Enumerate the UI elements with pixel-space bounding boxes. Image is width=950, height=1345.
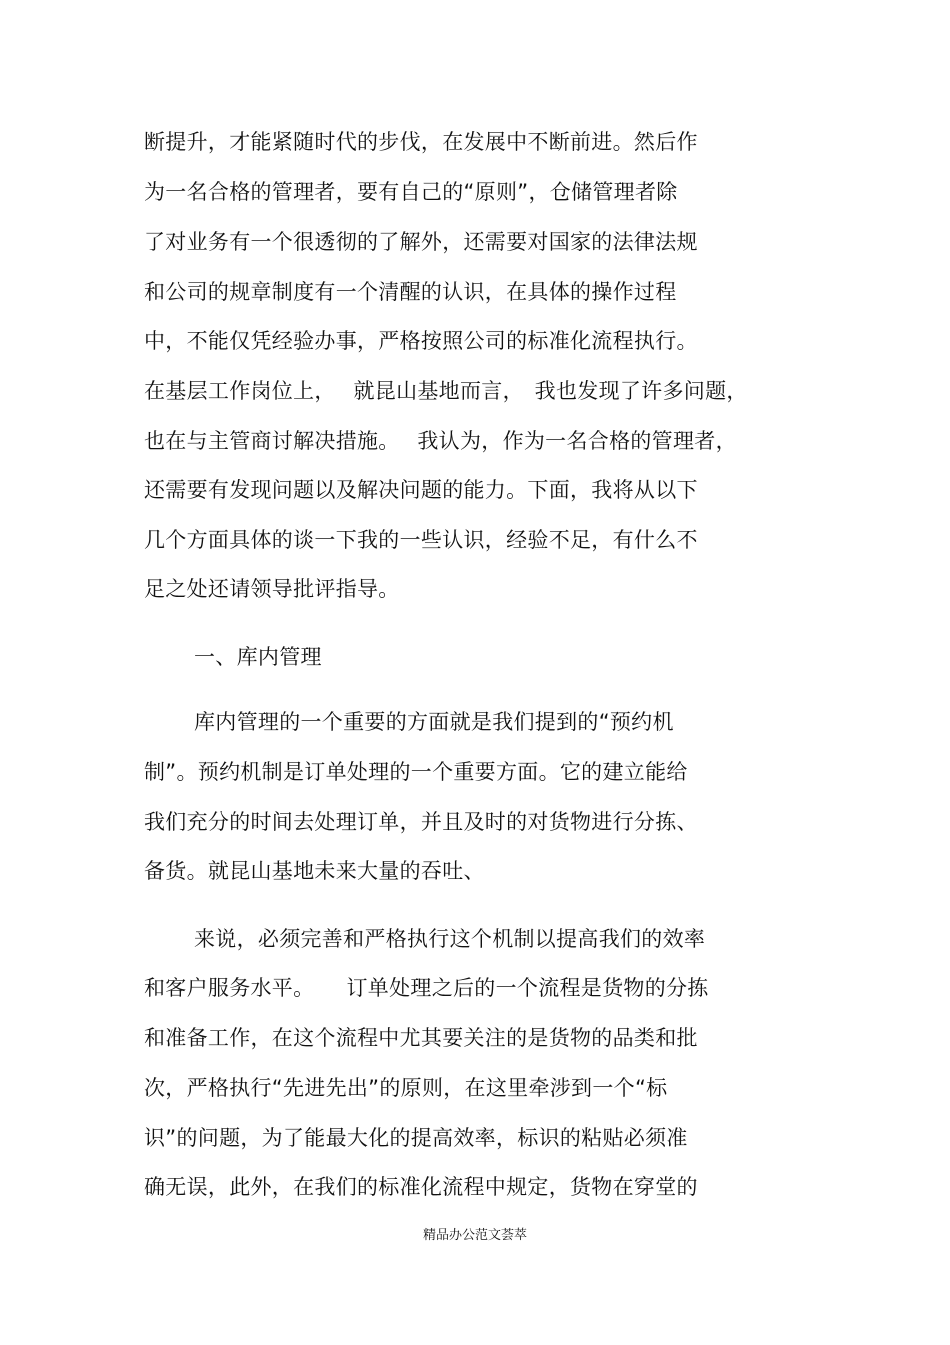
text-line: 库内管理的一个重要的方面就是我们提到的“预约机 — [194, 710, 674, 734]
text-line: 在基层工作岗位上， 就昆山基地而言， 我也发现了许多问题， — [144, 379, 748, 403]
text-line: 和客户服务水平。 订单处理之后的一个流程是货物的分拣 — [144, 976, 709, 1000]
section-heading: 一、库内管理 — [194, 645, 322, 669]
text-line: 我们充分的时间去处理订单，并且及时的对货物进行分拣、 — [144, 810, 698, 834]
text-line: 和准备工作，在这个流程中尤其要关注的是货物的品类和批 — [144, 1026, 698, 1050]
text-line: 了对业务有一个很透彻的了解外，还需要对国家的法律法规 — [144, 230, 698, 254]
text-line: 也在与主管商讨解决措施。 我认为，作为一名合格的管理者， — [144, 429, 737, 453]
text-line: 还需要有发现问题以及解决问题的能力。下面，我将从以下 — [144, 478, 698, 502]
text-line: 备货。就昆山基地未来大量的吞吐、 — [144, 859, 485, 883]
text-line: 来说，必须完善和严格执行这个机制以提高我们的效率 — [194, 927, 706, 951]
page-footer: 精品办公范文荟萃 — [422, 1228, 527, 1243]
text-line: 次，严格执行“先进先出”的原则，在这里牵涉到一个“标 — [144, 1076, 668, 1100]
text-line: 几个方面具体的谈一下我的一些认识，经验不足，有什么不 — [144, 528, 698, 552]
text-line: 中，不能仅凭经验办事，严格按照公司的标准化流程执行。 — [144, 329, 698, 353]
text-line: 为一名合格的管理者，要有自己的“原则”，仓储管理者除 — [144, 180, 678, 204]
text-line: 足之处还请领导批评指导。 — [144, 577, 400, 601]
text-line: 断提升，才能紧随时代的步伐，在发展中不断前进。然后作 — [144, 130, 698, 154]
text-line: 制”。预约机制是订单处理的一个重要方面。它的建立能给 — [144, 760, 688, 784]
text-line: 确无误，此外，在我们的标准化流程中规定，货物在穿堂的 — [144, 1175, 698, 1199]
text-line: 和公司的规章制度有一个清醒的认识，在具体的操作过程 — [144, 280, 677, 304]
text-line: 识”的问题，为了能最大化的提高效率，标识的粘贴必须准 — [144, 1126, 688, 1150]
